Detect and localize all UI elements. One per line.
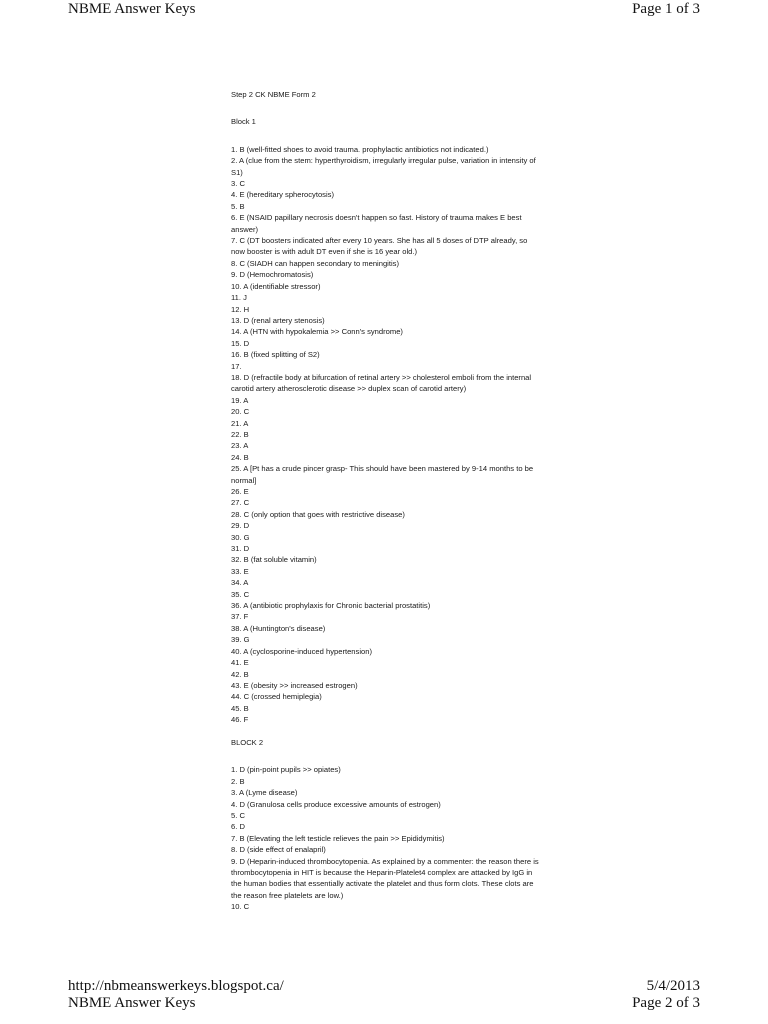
block-1-answers xyxy=(231,144,541,726)
answer-line: 27. C xyxy=(231,498,250,508)
answer-line: 2. A (clue from the stem: hyperthyroidism, irregularly irregular pulse, variation in intensity of S1) xyxy=(231,156,538,177)
answer-line: 1. B (well-fitted shoes to avoid trauma. prophylactic antibiotics not indicated.) xyxy=(231,144,489,154)
answer-line: 9. D (Heparin-induced thrombocytopenia. As explained by a commenter: the reason there is thrombocytopenia in HIT is because the Heparin-Platelet4 complex are attacked by IgG in the human bodies that essentially activate the platelet and thus form clots. These clots are the reason free platelets are low.) xyxy=(231,856,541,900)
answer-line: 25. A [Pt has a crude pincer grasp- This should have been mastered by 9-14 months to be normal] xyxy=(231,464,536,485)
answer-line: 23. A xyxy=(231,441,249,451)
answer-line: 4. D (Granulosa cells produce excessive amounts of estrogen) xyxy=(231,799,441,809)
block-2-answers xyxy=(231,764,541,912)
block-2-heading: BLOCK 2 xyxy=(231,737,264,747)
answer-line: 37. F xyxy=(231,612,249,622)
next-page-number: Page 2 of 3 xyxy=(632,995,700,1011)
answer-line: 2. B xyxy=(231,776,245,786)
answer-line: 17. xyxy=(231,361,242,371)
answer-line: 32. B (fat soluble vitamin) xyxy=(231,555,317,565)
answer-line: 45. B xyxy=(231,703,249,713)
answer-line: 8. D (side effect of enalapril) xyxy=(231,845,326,855)
answer-line: 15. D xyxy=(231,338,250,348)
answer-line: 3. C xyxy=(231,179,245,189)
answer-line: 42. B xyxy=(231,669,249,679)
page-footer-title: NBME Answer Keys xyxy=(68,995,196,1011)
answer-line: 26. E xyxy=(231,487,249,496)
answer-line: 43. E (obesity >> increased estrogen) xyxy=(231,680,358,690)
page-header-title: NBME Answer Keys xyxy=(68,1,196,17)
answer-line: 1. D (pin-point pupils >> opiates) xyxy=(231,765,341,775)
answer-line: 31. D xyxy=(231,544,250,554)
answer-line: 41. E xyxy=(231,658,249,668)
answer-line: 21. A xyxy=(231,418,249,428)
answer-line: 10. C xyxy=(231,902,250,912)
answer-line: 6. E (NSAID papillary necrosis doesn't happen so fast. History of trauma makes E best answer) xyxy=(231,213,524,234)
answer-line: 20. C xyxy=(231,407,250,417)
answer-line: 6. D xyxy=(231,822,245,832)
answer-line: 36. A (antibiotic prophylaxis for Chronic bacterial prostatitis) xyxy=(231,601,431,611)
answer-line: 13. D (renal artery stenosis) xyxy=(231,315,325,325)
answer-line: 18. D (refractile body at bifurcation of retinal artery >> cholesterol emboli from the internal carotid artery atherosclerotic disease >> duplex scan of carotid artery) xyxy=(231,372,534,394)
answer-line: 5. B xyxy=(231,201,245,211)
answer-line: 24. B xyxy=(231,452,249,462)
answer-line: 9. D (Hemochromatosis) xyxy=(231,270,314,280)
answer-line: 11. J xyxy=(231,293,247,303)
answer-line: 34. A xyxy=(231,578,249,588)
document-title: Step 2 CK NBME Form 2 xyxy=(231,90,316,99)
answer-line: 44. C (crossed hemiplegia) xyxy=(231,692,322,702)
answer-line: 46. F xyxy=(231,715,249,725)
answer-line: 7. B (Elevating the left testicle relieves the pain >> Epididymitis) xyxy=(231,833,445,843)
print-date: 5/4/2013 xyxy=(646,978,700,994)
answer-line: 38. A (Huntington's disease) xyxy=(231,623,326,633)
answer-line: 7. C (DT boosters indicated after every 10 years. She has all 5 doses of DTP already, so now booster is with adult DT even if she is 16 year old.) xyxy=(231,236,530,257)
answer-line: 39. G xyxy=(231,635,250,645)
answer-line: 22. B xyxy=(231,429,249,439)
answer-line: 33. E xyxy=(231,566,249,576)
answer-line: 10. A (identifiable stressor) xyxy=(231,281,321,291)
answer-line: 14. A (HTN with hypokalemia >> Conn's syndrome) xyxy=(231,327,403,337)
source-url[interactable]: http://nbmeanswerkeys.blogspot.ca/ xyxy=(68,978,284,994)
answer-line: 12. H xyxy=(231,304,250,314)
answer-line: 35. C xyxy=(231,589,250,599)
answer-line: 30. G xyxy=(231,532,250,542)
answer-line: 16. B (fixed splitting of S2) xyxy=(231,350,320,360)
answer-line: 29. D xyxy=(231,521,250,531)
answer-line: 28. C (only option that goes with restrictive disease) xyxy=(231,509,405,519)
answer-line: 3. A (Lyme disease) xyxy=(231,788,298,798)
answer-line: 4. E (hereditary spherocytosis) xyxy=(231,190,334,200)
answer-line: 19. A xyxy=(231,395,249,405)
answer-key-document xyxy=(231,89,541,913)
answer-line: 8. C (SIADH can happen secondary to meningitis) xyxy=(231,258,399,268)
answer-line: 40. A (cyclosporine-induced hypertension) xyxy=(231,646,372,656)
block-1-heading: Block 1 xyxy=(231,117,256,127)
answer-line: 5. C xyxy=(231,810,245,820)
page-number: Page 1 of 3 xyxy=(632,1,700,17)
